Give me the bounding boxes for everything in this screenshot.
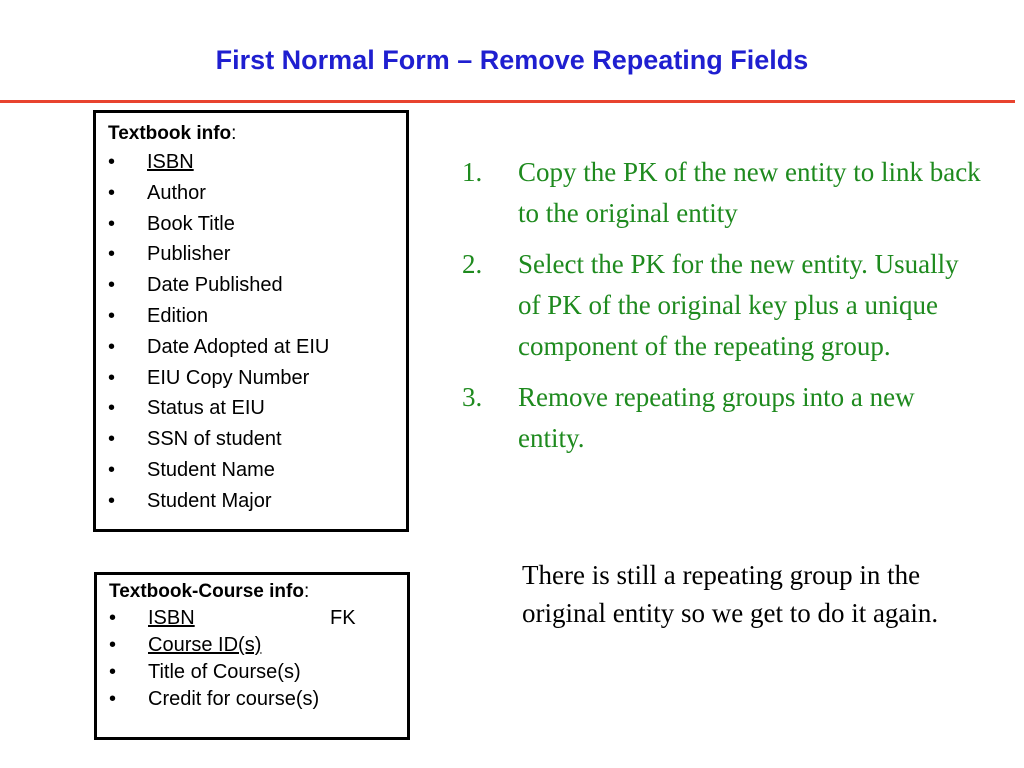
bullet-icon: • — [108, 181, 116, 204]
textbook-info-heading: Textbook info: — [108, 123, 237, 144]
list-item — [108, 332, 406, 363]
bullet-icon: • — [109, 607, 117, 629]
list-item — [108, 301, 406, 332]
list-item-label: Book Title — [147, 212, 235, 235]
step-text: Select the PK for the new entity. Usually of PK of the original key plus a unique component of the repeating group. — [518, 249, 959, 361]
step-text: Copy the PK of the new entity to link back to the original entity — [518, 157, 981, 228]
list-item-label: EIU Copy Number — [147, 366, 310, 389]
list-item-label: Edition — [147, 304, 209, 327]
bullet-icon: • — [109, 688, 117, 710]
bullet-icon: • — [108, 335, 116, 358]
list-item-label: Credit for course(s) — [148, 688, 320, 710]
bullet-icon: • — [108, 489, 116, 512]
foreign-key-tag: FK — [330, 607, 356, 629]
list-item-label: Course ID(s) — [148, 634, 262, 656]
list-item-label: Author — [147, 181, 206, 204]
list-item — [108, 424, 406, 455]
bullet-icon: • — [109, 661, 117, 683]
step-number: 3. — [462, 382, 483, 412]
step-number: 2. — [462, 249, 483, 279]
list-item — [108, 486, 406, 517]
step-text: Remove repeating groups into a new entity. — [518, 382, 915, 453]
bullet-icon: • — [108, 458, 116, 481]
list-item — [109, 605, 407, 632]
textbook-course-info-box — [94, 572, 410, 740]
list-item — [108, 147, 406, 178]
list-item — [109, 686, 407, 713]
step-item — [462, 377, 982, 459]
textbook-course-info-heading: Textbook-Course info: — [109, 581, 310, 602]
list-item — [108, 455, 406, 486]
list-item-label: ISBN — [147, 151, 194, 173]
bullet-icon: • — [108, 151, 116, 173]
bullet-icon: • — [108, 366, 116, 389]
step-item — [462, 244, 982, 367]
bullet-icon: • — [108, 243, 116, 266]
step-number: 1. — [462, 157, 483, 187]
title-divider — [0, 100, 1015, 103]
textbook-info-list — [108, 147, 406, 517]
list-item-label: Student Major — [147, 489, 272, 512]
bullet-icon: • — [108, 397, 116, 420]
bullet-icon: • — [108, 274, 116, 297]
list-item — [108, 178, 406, 209]
list-item — [109, 659, 407, 686]
list-item-label: Publisher — [147, 243, 231, 266]
textbook-info-box — [93, 110, 409, 532]
list-item-label: Student Name — [147, 458, 275, 481]
list-item — [108, 270, 406, 301]
bullet-icon: • — [108, 428, 116, 451]
list-item — [109, 632, 407, 659]
list-item-label: Date Adopted at EIU — [147, 335, 330, 358]
list-item-label: Status at EIU — [147, 397, 265, 420]
list-item-label: SSN of student — [147, 428, 282, 451]
normalization-steps — [462, 152, 982, 469]
slide-title: First Normal Form – Remove Repeating Fields — [215, 45, 809, 75]
list-item — [108, 393, 406, 424]
bullet-icon: • — [109, 634, 117, 656]
step-item — [462, 152, 982, 234]
bullet-icon: • — [108, 304, 116, 327]
list-item-label: ISBN — [148, 607, 195, 629]
list-item — [108, 209, 406, 240]
list-item — [108, 239, 406, 270]
list-item-label: Date Published — [147, 274, 283, 297]
repeating-group-note: There is still a repeating group in the original entity so we get to do it again. — [522, 560, 939, 628]
bullet-icon: • — [108, 212, 116, 235]
textbook-course-info-list — [109, 605, 407, 713]
list-item — [108, 363, 406, 394]
list-item-label: Title of Course(s) — [148, 661, 301, 683]
